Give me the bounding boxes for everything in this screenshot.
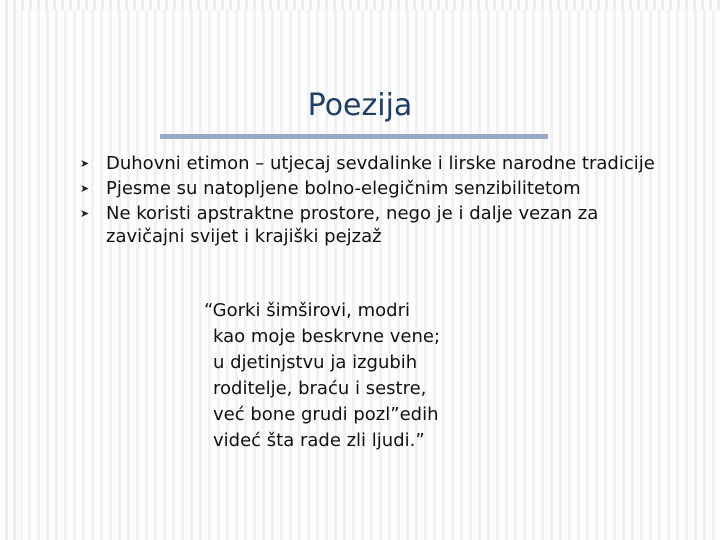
bullet-item — [80, 152, 680, 175]
poem-quote — [204, 298, 524, 454]
bullet-list — [80, 152, 680, 250]
bullet-text: Duhovni etimon – utjecaj sevdalinke i lirske narodne tradicije — [106, 153, 655, 174]
poem-line: “Gorki šimširovi, modri — [204, 300, 410, 321]
bullet-item — [80, 177, 680, 200]
poem-line: već bone grudi pozl”edih — [213, 404, 439, 425]
slide-title: Poezija — [307, 88, 413, 123]
bullet-text: Pjesme su natopljene bolno-elegičnim senzibilitetom — [106, 178, 581, 199]
bullet-text: Ne koristi apstraktne prostore, nego je i dalje vezan za zavičajni svijet i krajiški pejzaž — [106, 203, 599, 247]
arrow-bullet-icon: ➤ — [80, 157, 90, 170]
poem-line: roditelje, braću i sestre, — [213, 378, 427, 399]
poem-line: kao moje beskrvne vene; — [213, 326, 441, 347]
arrow-bullet-icon: ➤ — [80, 182, 90, 195]
title-underline — [160, 134, 548, 139]
bullet-item — [80, 202, 680, 248]
poem-line: videć šta rade zli ljudi.” — [213, 430, 425, 451]
arrow-bullet-icon: ➤ — [80, 207, 90, 220]
poem-line: u djetinjstvu ja izgubih — [213, 352, 418, 373]
